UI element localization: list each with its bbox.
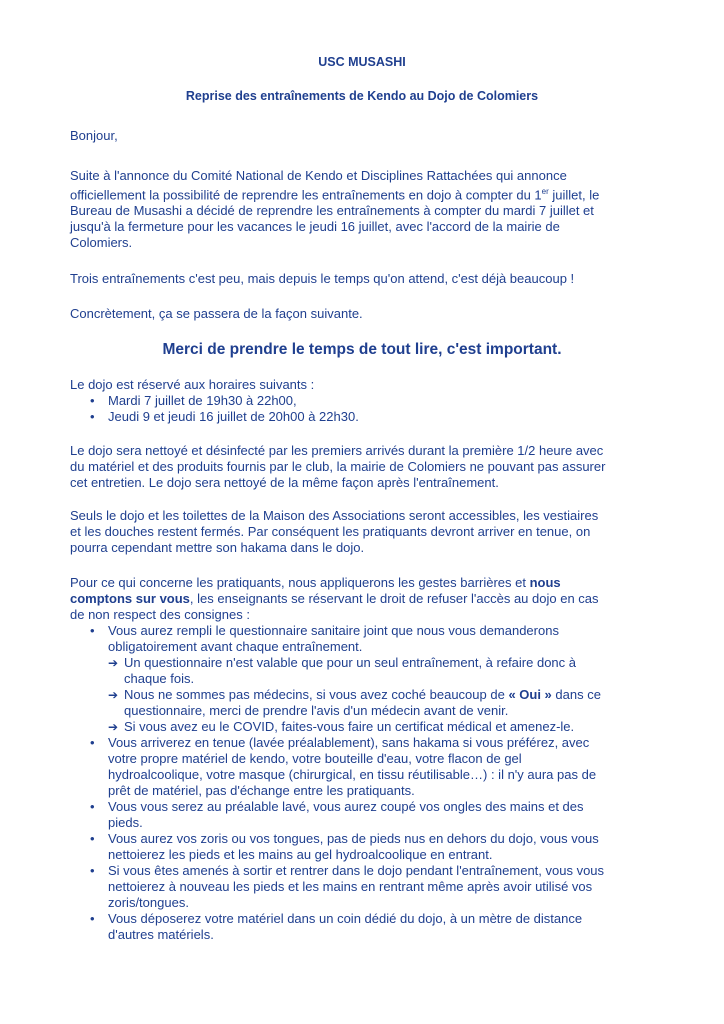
item-line: d'autres matériels. [108, 927, 214, 942]
important-heading: Merci de prendre le temps de tout lire, c'est important. [162, 341, 562, 358]
item-line: prêt de matériel, pas d'échange entre les pratiquants. [108, 783, 415, 798]
access-paragraph [70, 508, 670, 556]
schedule-section [70, 377, 670, 425]
rules-line [70, 591, 670, 607]
schedule-intro: Le dojo est réservé aux horaires suivants : [70, 377, 315, 392]
intro-paragraph [70, 168, 670, 251]
intro-line: Colomiers. [70, 235, 133, 251]
paragraph-line: et les douches restent fermés. Par conséquent les pratiquants devront arriver en tenue, on [70, 524, 591, 539]
item-line: • Vous vous serez au préalable lavé, vous aurez coupé vos ongles des mains et des [108, 799, 584, 814]
paragraph-trois [70, 271, 670, 287]
item-text: dans ce [551, 687, 601, 702]
rules-line: de non respect des consignes : [70, 607, 250, 622]
item-line: • Vous aurez vos zoris ou vos tongues, pas de pieds nus en dehors du dojo, vous vous [108, 831, 599, 846]
sub-list-item [108, 719, 670, 735]
list-item: • Jeudi 9 et jeudi 16 juillet de 20h00 à 22h30. [70, 409, 670, 425]
rules-text: , les enseignants se réservant le droit de refuser l'accès au dojo en cas [189, 591, 599, 606]
paragraph-text: Concrètement, ça se passera de la façon suivante. [70, 306, 363, 321]
paragraph-line: Seuls le dojo et les toilettes de la Maison des Associations seront accessibles, les vestiaires [70, 508, 599, 523]
paragraph-line: Le dojo sera nettoyé et désinfecté par les premiers arrivés durant la première 1/2 heure avec [70, 443, 604, 458]
item-line: • Vous arriverez en tenue (lavée préalablement), sans hakama si vous préférez, avec [108, 735, 590, 750]
item-line: • Si vous êtes amenés à sortir et rentrer dans le dojo pendant l'entraînement, vous vous [108, 863, 605, 878]
paragraph-concretement [70, 306, 670, 322]
intro-line: jusqu'à la fermeture pour les vacances le jeudi 16 juillet, avec l'accord de la mairie de [70, 219, 560, 235]
rules-line [70, 575, 670, 591]
list-item [70, 799, 670, 831]
list-item: • Mardi 7 juillet de 19h30 à 22h00, [70, 393, 670, 409]
item-line: votre propre matériel de kendo, votre bouteille d'eau, votre flacon de gel [108, 751, 522, 766]
sub-list-item [108, 687, 670, 719]
item-line: hydroalcoolique, votre masque (chirurgical, en tissu réutilisable…) : il n'y aura pas de [108, 767, 597, 782]
item-line: questionnaire, merci de prendre l'avis d'un médecin avant de venir. [124, 703, 509, 718]
list-item [70, 863, 670, 911]
intro-line: Suite à l'annonce du Comité National de Kendo et Disciplines Rattachées qui annonce [70, 168, 567, 183]
rules-text: Pour ce qui concerne les pratiquants, nous appliquerons les gestes barrières et [70, 575, 530, 590]
item-line: • Vous déposerez votre matériel dans un coin dédié du dojo, à un mètre de distance [108, 911, 583, 926]
intro-line: Bureau de Musashi a décidé de reprendre les entraînements à compter du mardi 7 juillet et [70, 203, 594, 219]
paragraph-text: Trois entraînements c'est peu, mais depuis le temps qu'on attend, c'est déjà beaucoup ! [70, 271, 575, 286]
intro-line [70, 184, 670, 203]
item-text: Nous ne sommes pas médecins, si vous avez coché beaucoup de [124, 687, 509, 702]
cleaning-paragraph [70, 443, 670, 491]
item-emphasis: « Oui » [508, 687, 552, 702]
item-line: chaque fois. [124, 671, 195, 686]
rules-section [70, 575, 670, 943]
item-line: obligatoirement avant chaque entraînement. [108, 639, 363, 654]
rules-list [70, 623, 670, 943]
list-item [70, 911, 670, 943]
intro-superscript: er [541, 187, 549, 196]
item-line: ➔ Si vous avez eu le COVID, faites-vous faire un certificat médical et amenez-le. [124, 719, 575, 734]
list-item [70, 831, 670, 863]
item-line: nettoierez les pieds et les mains au gel hydroalcoolique en entrant. [108, 847, 493, 862]
greeting-text: Bonjour, [70, 128, 118, 143]
item-line: nettoierez à nouveau les pieds et les mains en rentrant même après avoir utilisé vos [108, 879, 593, 894]
rules-emphasis: nous [529, 575, 561, 590]
item-line: zoris/tongues. [108, 895, 189, 910]
item-line: ➔ Un questionnaire n'est valable que pour un seul entraînement, à refaire donc à [124, 655, 576, 670]
item-line: • Vous aurez rempli le questionnaire sanitaire joint que nous vous demanderons [108, 623, 559, 638]
schedule-list [70, 393, 670, 425]
document-title: USC MUSASHI [318, 55, 406, 69]
paragraph-line: du matériel et des produits fournis par le club, la mairie de Colomiers ne pouvant pas assurer [70, 459, 606, 474]
paragraph-line: pourra cependant mettre son hakama dans le dojo. [70, 540, 365, 555]
intro-text: juillet, le [548, 187, 600, 203]
sub-list [108, 655, 670, 735]
sub-list-item [108, 655, 670, 687]
item-line: pieds. [108, 815, 143, 830]
list-item [70, 735, 670, 799]
document-subtitle: Reprise des entraînements de Kendo au Dojo de Colomiers [185, 89, 539, 103]
greeting [70, 128, 670, 144]
intro-text: officiellement la possibilité de reprendre les entraînements en dojo à compter du 1 [70, 187, 542, 203]
paragraph-line: cet entretien. Le dojo sera nettoyé de la même façon après l'entraînement. [70, 475, 499, 490]
rules-emphasis: comptons sur vous [70, 591, 190, 606]
list-item [70, 623, 670, 735]
item-line [124, 687, 670, 703]
